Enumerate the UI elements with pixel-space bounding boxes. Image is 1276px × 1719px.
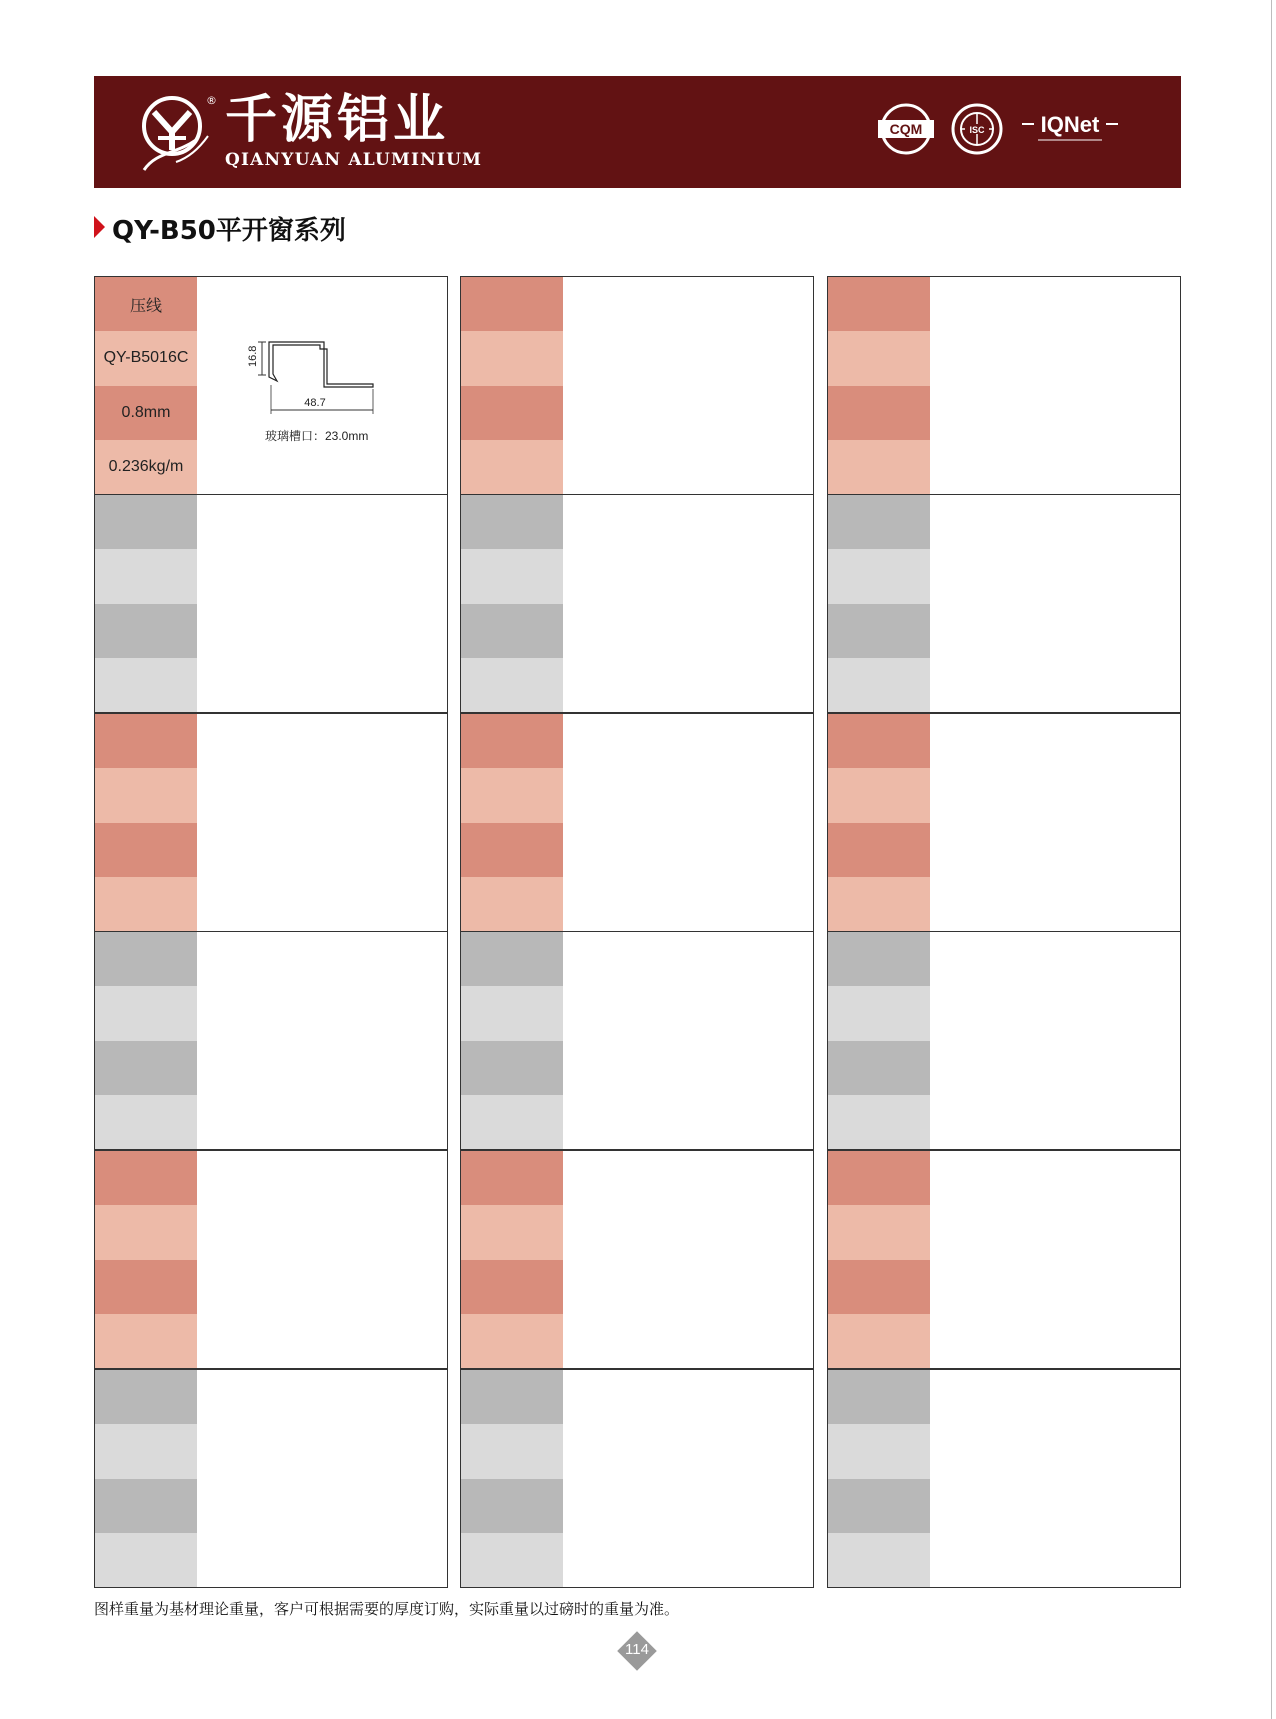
isc-certification-icon [950, 102, 1004, 156]
product-thickness: 0.8mm [95, 386, 197, 440]
page-number: 114 [625, 1641, 649, 1658]
product-card-empty [460, 1150, 814, 1369]
spec-column [95, 714, 197, 931]
product-card-empty [460, 1369, 814, 1588]
dimension-width-label: 48.7 [304, 397, 326, 409]
spec-column [828, 277, 930, 494]
product-card-empty [94, 1150, 448, 1369]
spec-column [95, 1370, 197, 1587]
product-name: 压线 [95, 277, 197, 331]
spec-column [461, 1370, 563, 1587]
spec-column [828, 714, 930, 931]
spec-column [95, 495, 197, 712]
spec-column [828, 1151, 930, 1368]
glass-slot-note: 玻璃槽口：23.0mm [265, 429, 369, 443]
product-card-empty [827, 713, 1181, 932]
product-card [94, 276, 448, 495]
spec-column [461, 495, 563, 712]
product-card-empty [827, 276, 1181, 495]
brand-name-cn: 千源铝业 [225, 90, 450, 150]
product-card-empty [460, 713, 814, 932]
weight-footnote: 图样重量为基材理论重量，客户可根据需要的厚度订购，实际重量以过磅时的重量为准。 [94, 1600, 680, 1618]
svg-text:ISC: ISC [969, 125, 985, 135]
product-card-empty [460, 931, 814, 1150]
product-card-empty [827, 931, 1181, 1150]
registered-mark: ® [206, 94, 217, 107]
product-grid [94, 276, 1181, 1589]
dimension-height-label: 16.8 [247, 345, 259, 367]
product-card-empty [94, 713, 448, 932]
product-weight: 0.236kg/m [95, 440, 197, 494]
spec-column [95, 1151, 197, 1368]
spec-column [461, 1151, 563, 1368]
spec-column [95, 932, 197, 1149]
spec-column [461, 932, 563, 1149]
cqm-label: CQM [889, 121, 923, 137]
qianyuan-logo-icon [136, 92, 216, 174]
product-card-empty [460, 276, 814, 495]
header-banner [94, 76, 1181, 188]
page-title: QY-B50平开窗系列 [112, 216, 346, 246]
product-card-empty [94, 1369, 448, 1588]
product-code: QY-B5016C [95, 331, 197, 385]
profile-section-diagram [197, 277, 448, 495]
cqm-certification-icon [876, 102, 936, 156]
spec-column [828, 495, 930, 712]
product-card-empty [827, 1150, 1181, 1369]
brand-name-en: QIANYUAN ALUMINIUM [225, 150, 483, 170]
title-arrow-icon [94, 216, 105, 238]
product-card-empty [94, 494, 448, 713]
product-card-empty [827, 494, 1181, 713]
spec-column [828, 1370, 930, 1587]
product-card-empty [827, 1369, 1181, 1588]
iqnet-label: IQNet [1040, 112, 1100, 137]
spec-column [828, 932, 930, 1149]
product-card-empty [94, 931, 448, 1150]
spec-column [95, 277, 197, 494]
profile-drawing [197, 277, 448, 494]
iqnet-certification-icon [1020, 108, 1120, 148]
spec-column [461, 714, 563, 931]
product-card-empty [460, 494, 814, 713]
page-edge-line [1271, 0, 1272, 1719]
spec-column [461, 277, 563, 494]
page-number-badge [617, 1631, 657, 1671]
